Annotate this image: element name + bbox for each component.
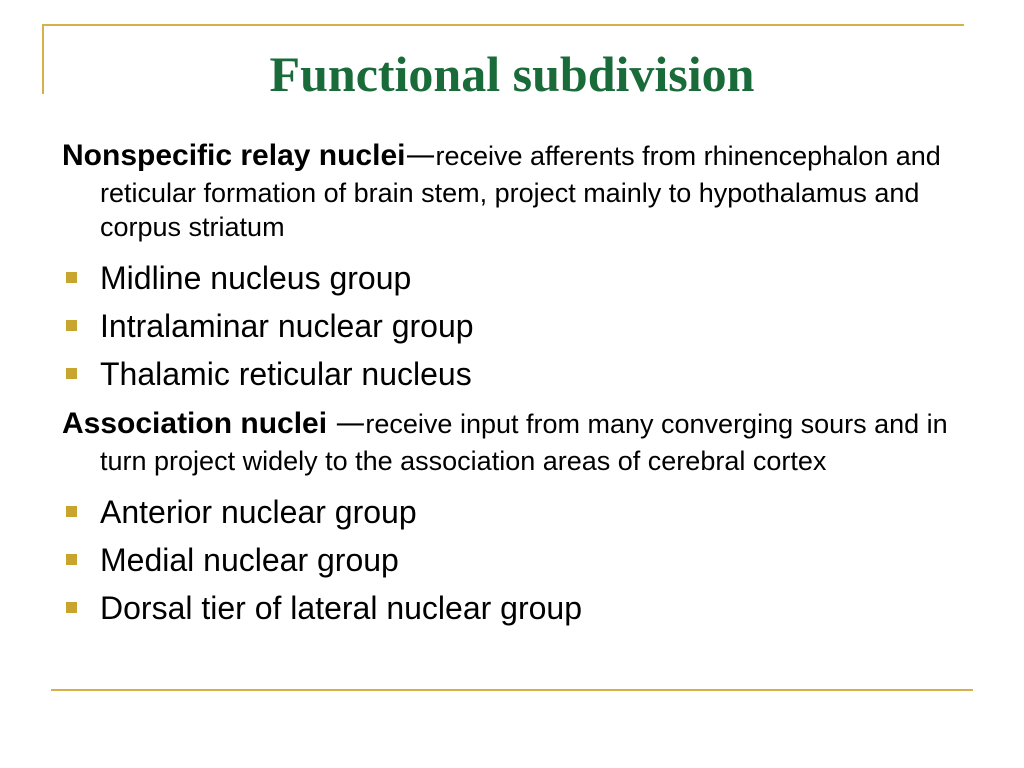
square-bullet-icon (66, 602, 77, 613)
list-item-label: Dorsal tier of lateral nuclear group (100, 590, 583, 626)
square-bullet-icon (66, 272, 77, 283)
square-bullet-icon (66, 506, 77, 517)
bullet-list-association (62, 488, 962, 632)
bottom-rule (51, 689, 973, 691)
list-item (62, 488, 962, 536)
section-description: receive input from many converging sours and in turn project widely to the association areas of cerebral cortex (100, 409, 948, 476)
list-item (62, 254, 962, 302)
section-term: Association nuclei (62, 407, 336, 440)
list-item (62, 584, 962, 632)
square-bullet-icon (66, 320, 77, 331)
list-item (62, 536, 962, 584)
bullet-list-nonspecific (62, 254, 962, 398)
list-item-label: Medial nuclear group (100, 542, 399, 578)
slide-title: Functional subdivision (269, 46, 755, 102)
section-heading-association (62, 404, 962, 478)
section-heading-nonspecific (62, 136, 962, 244)
section-separator: — (335, 406, 366, 441)
section-description: receive afferents from rhinencephalon and reticular formation of brain stem, project mainly to hypothalamus and corpus striatum (100, 141, 941, 242)
slide-body (62, 136, 962, 638)
list-item-label: Anterior nuclear group (100, 494, 417, 530)
section-separator: — (405, 138, 436, 173)
list-item-label: Intralaminar nuclear group (100, 308, 474, 344)
list-item-label: Midline nucleus group (100, 260, 412, 296)
list-item (62, 350, 962, 398)
section-term: Nonspecific relay nuclei (62, 139, 406, 172)
square-bullet-icon (66, 368, 77, 379)
top-rule (42, 24, 964, 26)
square-bullet-icon (66, 554, 77, 565)
list-item (62, 302, 962, 350)
list-item-label: Thalamic reticular nucleus (100, 356, 472, 392)
